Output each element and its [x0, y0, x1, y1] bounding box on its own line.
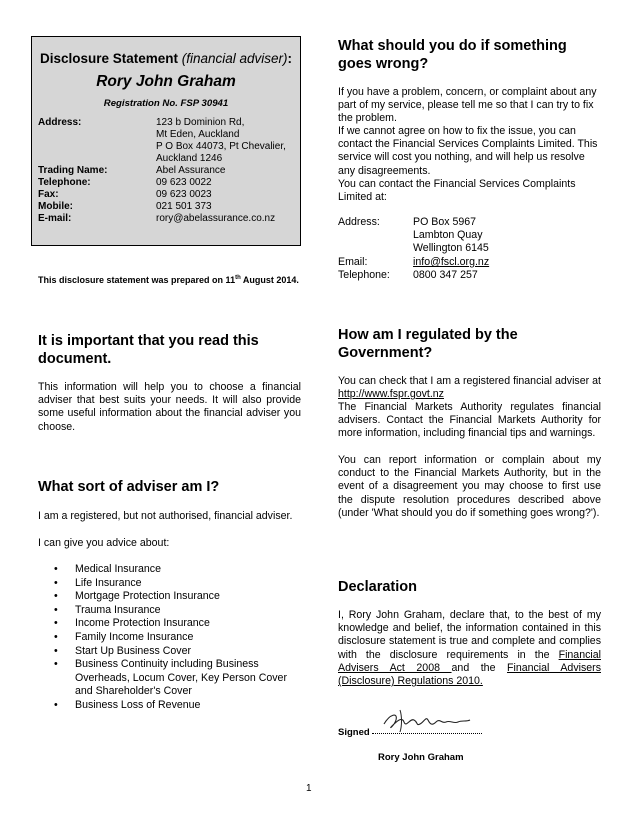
list-item: • Income Protection Insurance: [38, 617, 305, 631]
list-item: • Business Continuity including Business Overheads, Locum Cover, Key Person Cover and Shareholder's Cover: [38, 658, 305, 699]
advice-list: [38, 563, 305, 713]
list-item: • Start Up Business Cover: [38, 645, 305, 659]
fscl-address-label: Address:: [338, 216, 380, 228]
telephone-value: 09 623 0022: [156, 177, 212, 188]
fscl-address-line: PO Box 5967: [413, 216, 477, 228]
regulated-heading: How am I regulated by the Government?: [338, 327, 518, 361]
fax-label: Fax:: [38, 189, 59, 200]
adviser-name: Rory John Graham: [96, 73, 236, 90]
fax-value: 09 623 0023: [156, 189, 212, 200]
list-item: • Life Insurance: [38, 577, 305, 591]
list-item: • Medical Insurance: [38, 563, 305, 577]
regulated-paragraph: You can check that I am a registered financial adviser at http://www.fspr.govt.nz: [338, 375, 601, 401]
registration-number: Registration No. FSP 30941: [103, 98, 229, 109]
fscl-email-link[interactable]: info@fscl.org.nz: [413, 256, 490, 268]
wrong-paragraph: You can contact the Financial Services Complaints Limited at:: [338, 178, 576, 204]
mobile-value: 021 501 373: [156, 201, 212, 212]
list-item: • Family Income Insurance: [38, 631, 305, 645]
wrong-paragraph: If you have a problem, concern, or complaint about any part of my service, please tell me so that I can try to fix the problem.: [338, 86, 597, 125]
trading-name-value: Abel Assurance: [156, 165, 226, 176]
address-line: Auckland 1246: [156, 153, 223, 164]
list-item: • Mortgage Protection Insurance: [38, 590, 305, 604]
fscl-email-label: Email:: [338, 256, 368, 268]
list-item: • Business Loss of Revenue: [38, 699, 305, 713]
address-line: Mt Eden, Auckland: [156, 129, 240, 140]
important-body: This information will help you to choose a financial adviser that best suits your needs. It will also provide some useful information about the financial adviser you choose.: [38, 381, 301, 433]
trading-name-label: Trading Name:: [38, 165, 108, 176]
fscl-telephone-value: 0800 347 257: [413, 269, 478, 281]
telephone-label: Telephone:: [38, 177, 91, 188]
address-label: Address:: [38, 117, 82, 128]
fscl-address-line: Wellington 6145: [413, 242, 489, 254]
adviser-body: I am a registered, but not authorised, financial adviser.: [38, 510, 293, 522]
address-line: P O Box 44073, Pt Chevalier,: [156, 141, 286, 152]
page-number: 1: [306, 783, 312, 794]
signer-name: Rory John Graham: [378, 752, 464, 763]
list-item: • Trauma Insurance: [38, 604, 305, 618]
email-label: E-mail:: [38, 213, 72, 224]
declaration-heading: Declaration: [338, 579, 417, 595]
adviser-advice-intro: I can give you advice about:: [38, 537, 170, 549]
advisers-act-link[interactable]: Financial Advisers Act 2008: [338, 648, 601, 674]
wrong-paragraph: If we cannot agree on how to fix the issue, you can contact the Financial Services Complaints Limited. This service will cost you nothing, and will help us resolve any disagreements.: [338, 125, 598, 177]
fspr-link[interactable]: http://www.fspr.govt.nz: [338, 388, 444, 401]
wrong-heading: What should you do if something goes wrong?: [338, 38, 567, 72]
mobile-label: Mobile:: [38, 201, 73, 212]
signature-image: [380, 706, 475, 736]
declaration-body: I, Rory John Graham, declare that, to the best of my knowledge and belief, the information contained in this disclosure statement is true and complete and complies with the disclosure requirements in the Financial Advisers Act 2008 and the Financial Advisers (Disclosure) Regulations 2010.: [338, 609, 601, 688]
fscl-address-line: Lambton Quay: [413, 229, 483, 241]
prepared-date-note: This disclosure statement was prepared on 11th August 2014.: [38, 275, 299, 285]
email-value[interactable]: rory@abelassurance.co.nz: [156, 213, 276, 224]
disclosure-regulations-link[interactable]: Financial Advisers (Disclosure) Regulations 2010.: [338, 661, 601, 688]
regulated-paragraph: The Financial Markets Authority regulates financial advisers. Contact the Financial Markets Authority for more information, including financial tips and warnings.: [338, 401, 601, 440]
important-heading: It is important that you read this document.: [38, 333, 259, 367]
signed-label: Signed: [338, 727, 370, 738]
adviser-heading: What sort of adviser am I?: [38, 479, 220, 495]
disclosure-box: [31, 36, 301, 246]
regulated-paragraph: You can report information or complain about my conduct to the Financial Markets Authority, but in the event of a disagreement you may choose to first use the dispute resolution procedures described above (under 'What should you do if something goes wrong?').: [338, 454, 601, 519]
fscl-telephone-label: Telephone:: [338, 269, 390, 281]
disclosure-title: Disclosure Statement (financial adviser):: [39, 51, 293, 66]
address-line: 123 b Dominion Rd,: [156, 117, 245, 128]
